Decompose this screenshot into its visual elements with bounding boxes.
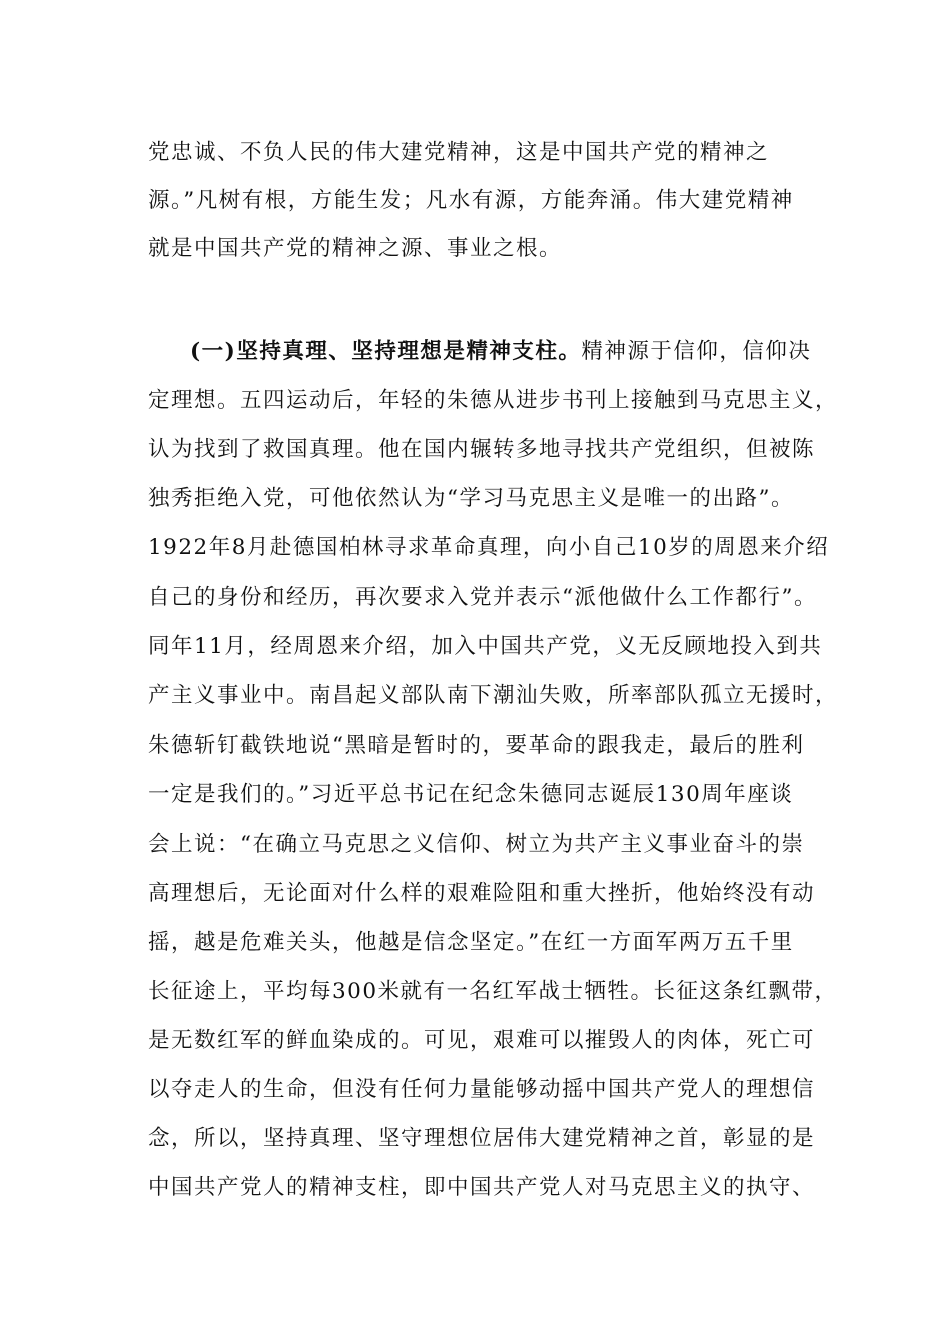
body-line: 1922年8月赴德国柏林寻求革命真理，向小自己10岁的周恩来介绍 — [148, 535, 830, 560]
body-line: 是无数红军的鲜血染成的。可见，艰难可以摧毁人的肉体，死亡可 — [148, 1028, 816, 1053]
body-line: 会上说：“在确立马克思之义信仰、树立为共产主义事业奋斗的崇 — [148, 832, 805, 857]
section-1-first-line — [190, 332, 830, 372]
body-line: 定理想。五四运动后，年轻的朱德从进步书刊上接触到马克思主义， — [148, 388, 839, 413]
body-line: 摇，越是危难关头，他越是信念坚定。”在红一方面军两万五千里 — [148, 930, 794, 955]
intro-line-1: 党忠诚、不负人民的伟大建党精神，这是中国共产党的精神之 — [148, 140, 770, 165]
body-line: 朱德斩钉截铁地说“黑暗是暂时的，要革命的跟我走，最后的胜利 — [148, 733, 805, 758]
section-1-first-line-rest: 精神源于信仰，信仰决 — [581, 339, 812, 364]
intro-line-3: 就是中国共产党的精神之源、事业之根。 — [148, 236, 563, 261]
section-1-heading: (一)坚持真理、坚持理想是精神支柱。 — [190, 339, 582, 364]
body-line: 同年11月，经周恩来介绍，加入中国共产党，义无反顾地投入到共 — [148, 634, 823, 659]
body-line: 独秀拒绝入党，可他依然认为“学习马克思主义是唯一的出路”。 — [148, 486, 794, 511]
intro-line-2: 源。”凡树有根，方能生发；凡水有源，方能奔涌。伟大建党精神 — [148, 188, 794, 213]
body-line: 一定是我们的。”习近平总书记在纪念朱德同志诞辰130周年座谈 — [148, 782, 794, 807]
body-line: 念，所以，坚持真理、坚守理想位居伟大建党精神之首，彰显的是 — [148, 1126, 816, 1151]
body-line: 认为找到了救国真理。他在国内辗转多地寻找共产党组织，但被陈 — [148, 437, 816, 462]
body-line: 自己的身份和经历，再次要求入党并表示“派他做什么工作都行”。 — [148, 585, 817, 610]
body-line: 高理想后，无论面对什么样的艰难险阻和重大挫折，他始终没有动 — [148, 881, 816, 906]
body-line: 中国共产党人的精神支柱，即中国共产党人对马克思主义的执守、 — [148, 1175, 816, 1200]
body-line: 长征途上，平均每300米就有一名红军战士牺牲。长征这条红飘带， — [148, 979, 838, 1004]
body-line: 产主义事业中。南昌起义部队南下潮汕失败，所率部队孤立无援时， — [148, 683, 839, 708]
body-line: 以夺走人的生命，但没有任何力量能够动摇中国共产党人的理想信 — [148, 1077, 816, 1102]
